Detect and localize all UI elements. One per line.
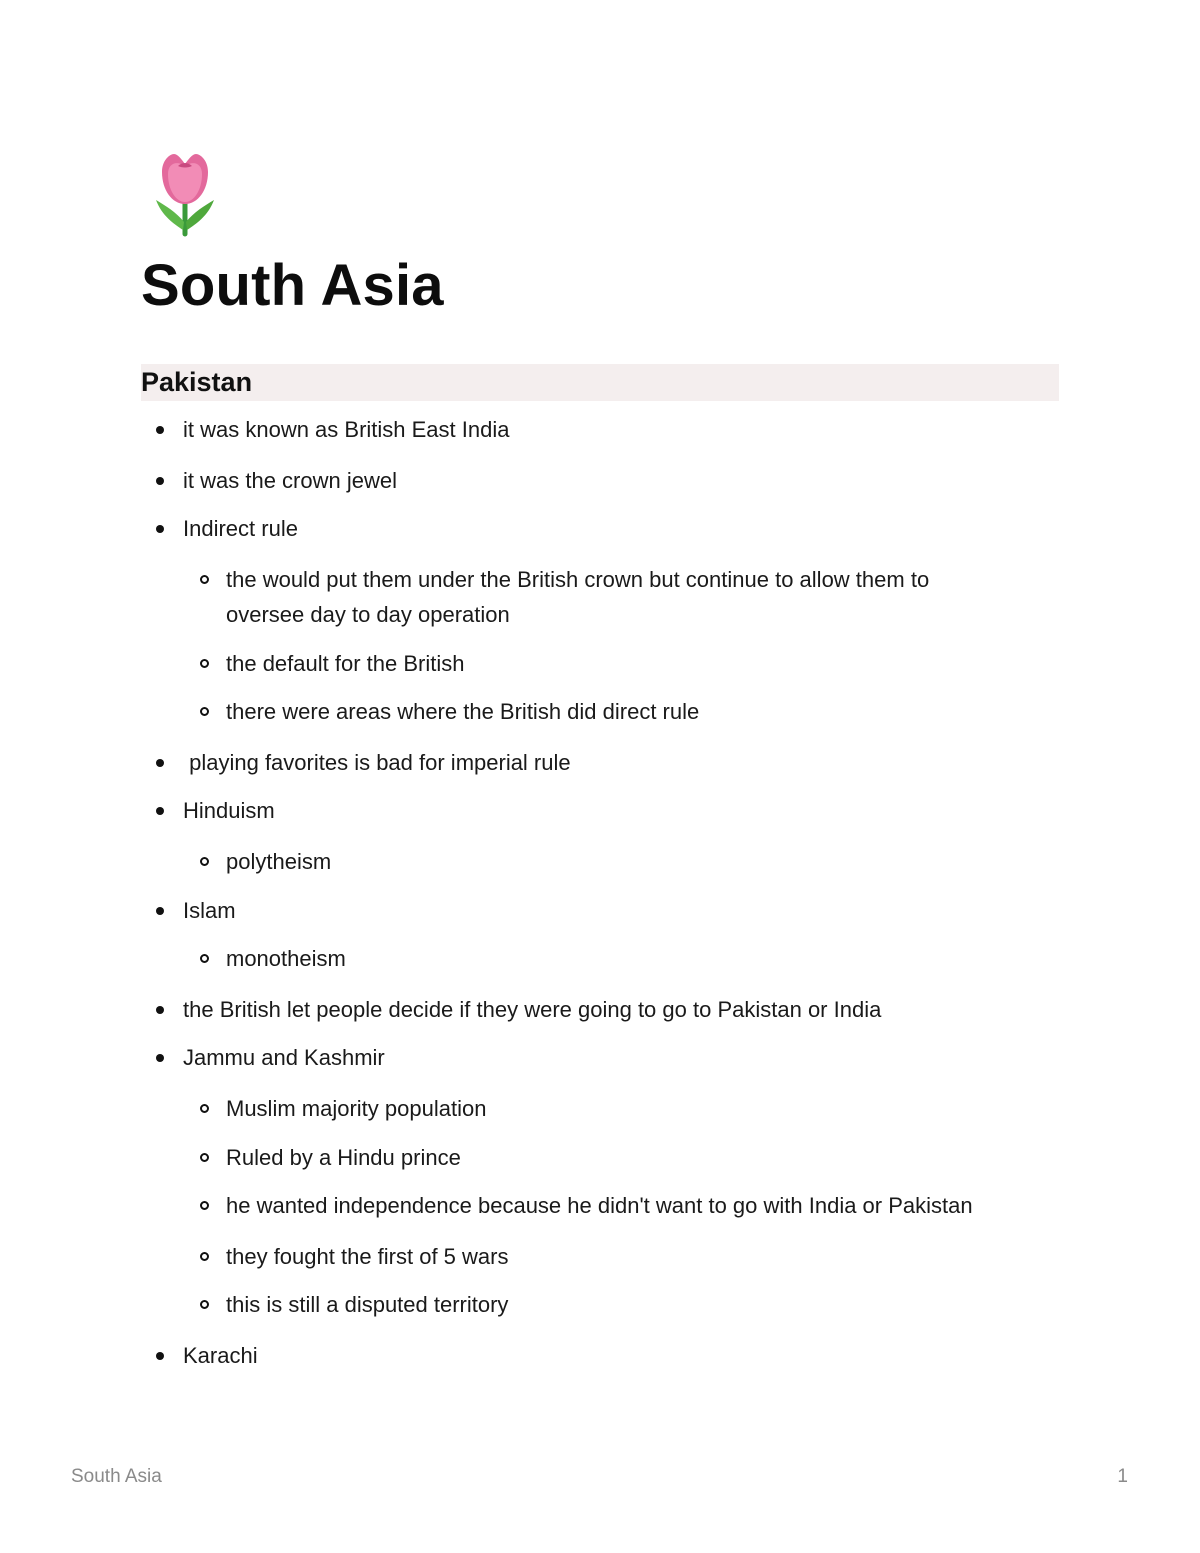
list-item-text: the default for the British bbox=[226, 651, 465, 676]
sub-list-item bbox=[226, 694, 699, 729]
list-item bbox=[183, 511, 298, 546]
sub-list-item-continuation bbox=[226, 597, 510, 632]
bullet-circle bbox=[200, 1153, 209, 1162]
sub-list-item bbox=[226, 1287, 508, 1322]
list-item-text: it was known as British East India bbox=[183, 417, 510, 442]
list-item-text: it was the crown jewel bbox=[183, 468, 397, 493]
page-title: South Asia bbox=[141, 253, 444, 318]
list-item-text: there were areas where the British did direct rule bbox=[226, 699, 700, 724]
list-item bbox=[183, 992, 881, 1027]
bullet-disc bbox=[156, 1352, 164, 1360]
list-item-text: Islam bbox=[183, 898, 236, 923]
list-item-text: the British let people decide if they were going to go to Pakistan or India bbox=[183, 997, 882, 1022]
bullet-circle bbox=[200, 1201, 209, 1210]
bullet-circle bbox=[200, 1300, 209, 1309]
sub-list-item bbox=[226, 646, 464, 681]
bullet-disc bbox=[156, 525, 164, 533]
list-item-text: playing favorites is bad for imperial rule bbox=[183, 750, 571, 775]
list-item-text: oversee day to day operation bbox=[226, 602, 510, 627]
list-item bbox=[183, 1040, 385, 1075]
section-heading-pakistan: Pakistan bbox=[141, 364, 1059, 401]
bullet-circle bbox=[200, 707, 209, 716]
bullet-circle bbox=[200, 857, 209, 866]
list-item-text: they fought the first of 5 wars bbox=[226, 1244, 509, 1269]
bullet-disc bbox=[156, 907, 164, 915]
list-item-text: Karachi bbox=[183, 1343, 258, 1368]
list-item-text: the would put them under the British crown but continue to allow them to bbox=[226, 567, 930, 592]
list-item bbox=[183, 412, 509, 447]
list-item-text: he wanted independence because he didn't want to go with India or Pakistan bbox=[226, 1193, 973, 1218]
bullet-disc bbox=[156, 759, 164, 767]
bullet-circle bbox=[200, 954, 209, 963]
bullet-disc bbox=[156, 477, 164, 485]
tulip-icon bbox=[152, 150, 218, 240]
bullet-circle bbox=[200, 1104, 209, 1113]
bullet-disc bbox=[156, 807, 164, 815]
list-item-text: monotheism bbox=[226, 946, 346, 971]
list-item-text: Muslim majority population bbox=[226, 1096, 487, 1121]
bullet-circle bbox=[200, 1252, 209, 1261]
list-item-text: Ruled by a Hindu prince bbox=[226, 1145, 461, 1170]
page-number: 1 bbox=[1117, 1466, 1128, 1487]
bullet-disc bbox=[156, 426, 164, 434]
bullet-circle bbox=[200, 659, 209, 668]
list-item bbox=[183, 793, 275, 828]
sub-list-item bbox=[226, 1188, 973, 1223]
list-item bbox=[183, 893, 236, 928]
sub-list-item bbox=[226, 1140, 461, 1175]
footer-title: South Asia bbox=[71, 1466, 162, 1487]
list-item-text: Hinduism bbox=[183, 798, 275, 823]
sub-list-item bbox=[226, 1239, 508, 1274]
bullet-disc bbox=[156, 1054, 164, 1062]
sub-list-item bbox=[226, 844, 331, 879]
list-item-text: Jammu and Kashmir bbox=[183, 1045, 385, 1070]
bullet-circle bbox=[200, 575, 209, 584]
list-item-text: Indirect rule bbox=[183, 516, 298, 541]
list-item bbox=[183, 1338, 258, 1373]
bullet-disc bbox=[156, 1006, 164, 1014]
sub-list-item bbox=[226, 941, 346, 976]
list-item-text: polytheism bbox=[226, 849, 332, 874]
sub-list-item bbox=[226, 562, 929, 597]
list-item bbox=[183, 745, 571, 780]
sub-list-item bbox=[226, 1091, 486, 1126]
list-item-text: this is still a disputed territory bbox=[226, 1292, 509, 1317]
list-item bbox=[183, 463, 397, 498]
